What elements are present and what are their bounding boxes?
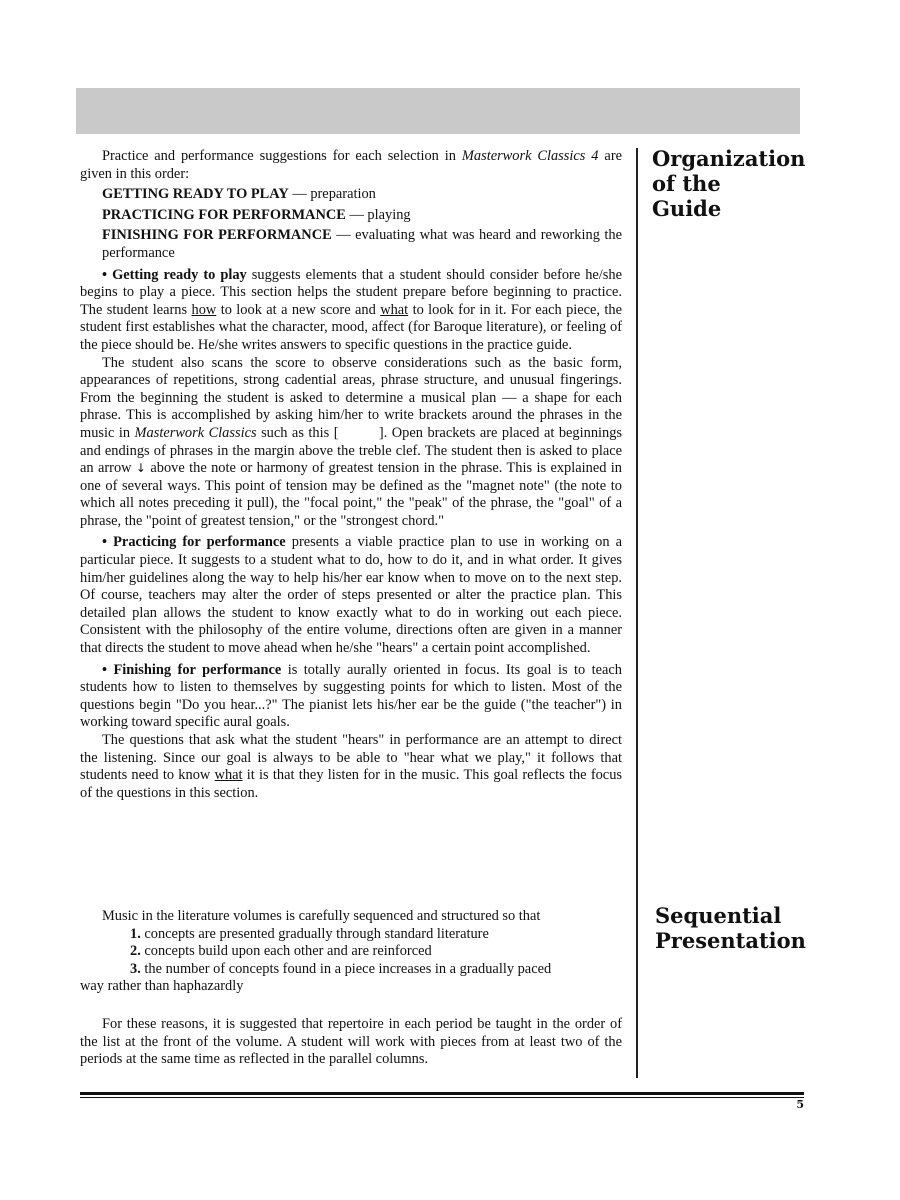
finishing-paragraph: • Finishing for performance is totally aurally oriented in focus. Its goal is to teach students how to listen to themselves by suggesting points for which to listen. Most of the questions begin "Do you hear...?" The pianist lets his/her ear be the guide ("the teacher") in working toward specific aural goals. xyxy=(80,661,622,731)
footer-rule-thin xyxy=(80,1097,804,1098)
sequential-closing-paragraph: For these reasons, it is suggested that repertoire in each period be taught in the order of the list at the front of the volume. A student will work with pieces from at least two of the periods at the same time as reflected in the parallel columns. xyxy=(80,1015,622,1068)
header-band xyxy=(76,88,800,134)
practicing-paragraph: • Practicing for performance presents a viable practice plan to use in working on a particular piece. It suggests to a student what to do, how to do it, and in what order. It gives him/her guidelines along the way to help his/her ear know when to move on to the next step. Of course, teachers may alter the order of steps presented or alter the practice plan. This detailed plan allows the student to know exactly what to do in working out each piece. Consistent with the philosophy of the entire volume, directions often are given in a manner that directs the student to move ahead when he/she "hears" a certain point accomplished. xyxy=(80,534,622,657)
bullet-mark: • xyxy=(102,661,108,678)
page-number: 5 xyxy=(796,1098,804,1111)
numbered-item: 1. concepts are presented gradually through standard literature xyxy=(130,925,489,942)
score-scan-paragraph: The student also scans the score to observe considerations such as the basic form, appearances of repetitions, strong cadential areas, phrase structure, and unusual fingerings. From the beginning the student is asked to determine a musical plan — a shape for each phrase. This is accomplished by asking him/her to write brackets around the phrases in the music in Masterwork Classics such as this [ ]. Open brackets are placed at beginnings and endings of phrases in the margin above the treble clef. The student then is asked to place an arrow ↓ above the note or harmony of greatest tension in the phrase. This is explained in one of several ways. This point of tension may be defined as the "magnet note" (the note to which all notes preceding it pull), the "focal point," the "peak" of the phrase, the "goal" of a phrase, the "point of greatest tension," or the "strongest chord." xyxy=(80,354,622,529)
numbered-item: 3. the number of concepts found in a piece increases in a gradually paced xyxy=(130,960,552,977)
bullet-mark: • xyxy=(102,534,108,551)
order-item-practicing: PRACTICING FOR PERFORMANCE — playing xyxy=(102,206,411,223)
intro-paragraph: Practice and performance suggestions for each selection in Masterwork Classics 4 are given in this order: xyxy=(80,148,622,182)
listening-paragraph: The questions that ask what the student "hears" in performance are an attempt to direct the listening. Since our goal is always to be able to "hear what we play," it follows that students need to know what it is that they listen for in the music. This goal reflects the focus of the questions in this section. xyxy=(80,732,622,801)
organization-section xyxy=(80,148,622,802)
order-item-getting-ready: GETTING READY TO PLAY — preparation xyxy=(102,186,376,203)
sequential-section xyxy=(80,908,622,1069)
bracket-open-symbol: [ xyxy=(333,424,339,441)
numbered-item-continuation: way rather than haphazardly xyxy=(80,978,244,995)
sequential-heading: Sequential Presentation xyxy=(655,903,806,953)
order-item-finishing: FINISHING FOR PERFORMANCE — evaluating what was heard and reworking the performance xyxy=(102,227,622,261)
column-divider xyxy=(636,148,638,1078)
sequential-intro: Music in the literature volumes is carefully sequenced and structured so that xyxy=(102,908,541,924)
getting-ready-paragraph: • Getting ready to play suggests elements that a student should consider before he/she begins to play a piece. This section helps the student prepare before beginning to practice. The student learns how to look at a new score and what to look for in it. For each piece, the student first establishes what the character, mood, affect (for Baroque literature), or feeling of the piece should be. He/she writes answers to specific questions in the practice guide. xyxy=(80,266,622,353)
bracket-close-symbol: ]. xyxy=(378,424,388,441)
organization-heading: Organization of the Guide xyxy=(652,146,806,221)
bullet-mark: • xyxy=(102,266,108,283)
numbered-item: 2. concepts build upon each other and are reinforced xyxy=(130,943,432,960)
down-arrow-icon: ↓ xyxy=(135,461,146,476)
footer-rule xyxy=(80,1092,804,1095)
